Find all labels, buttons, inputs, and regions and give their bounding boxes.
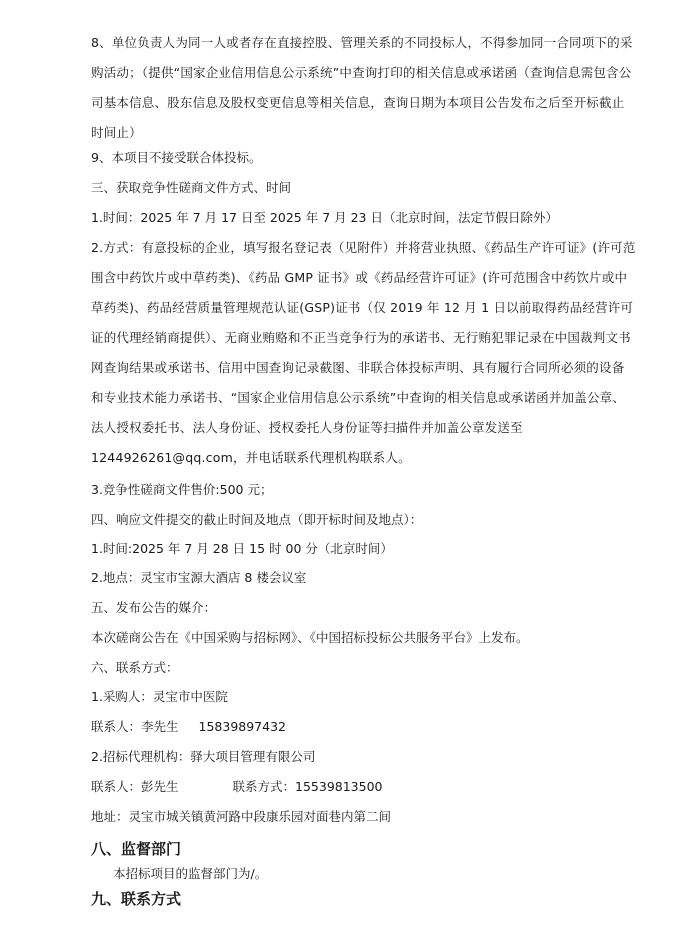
section-3-item-3: 3.竞争性磋商文件售价:500 元；	[91, 482, 273, 497]
section-5-item-1: 本次磋商公告在《中国采购与招标网》、《中国招标投标公共服务平台》上发布。	[91, 630, 529, 645]
contact-1-phone: 15839897432	[198, 719, 286, 734]
section-6-purchaser: 1.采购人：灵宝市中医院	[91, 689, 228, 704]
section-5-heading: 五、发布公告的媒介：	[91, 600, 217, 615]
section-6-contact-2	[91, 777, 383, 797]
contact-2-phone: 联系方式：15539813500	[232, 779, 383, 794]
section-4-item-2: 2.地点：灵宝市宝源大酒店 8 楼会议室	[91, 570, 307, 585]
section-9-heading: 九、联系方式	[91, 890, 182, 908]
section-4-item-1: 1.时间:2025 年 7 月 28 日 15 时 00 分（北京时间）	[91, 541, 393, 556]
paragraph-item-9: 9、本项目不接受联合体投标。	[91, 150, 262, 165]
section-8-body: 本招标项目的监督部门为/。	[113, 866, 268, 881]
section-8-heading: 八、监督部门	[91, 840, 182, 858]
section-6-heading: 六、联系方式：	[91, 660, 179, 675]
section-3-item-1: 1.时间：2025 年 7 月 17 日至 2025 年 7 月 23 日（北京时间，法定节假日除外）	[91, 210, 558, 225]
contact-2-label: 联系人：彭先生	[91, 779, 179, 794]
section-4-heading: 四、响应文件提交的截止时间及地点（即开标时间及地点）：	[91, 512, 423, 527]
section-3-item-2: 2.方式：有意投标的企业，填写报名登记表（见附件）并将营业执照、《药品生产许可证》(许可范围含中药饮片或中草药类)、《药品 GMP 证书》或《药品经营许可证》(许可范围含中药饮片或中草药类)、药品经营质量管理规范认证(GSP)证书（仅 2019 年 12 月 1 日以前取得药品经营许可证的代理经销商提供）、无商业贿赂和不正当竞争行为的承诺书、无行贿犯罪记录在中国裁判文书网查询结果或承诺书、信用中国查询记录截图、非联合体投标声明、具有履行合同所必须的设备和专业技术能力承诺书、“国家企业信用信息公示系统”中查询的相关信息或承诺函并加盖公章、法人授权委托书、法人身份证、授权委托人身份证等扫描件并加盖公章发送至 1244926261@qq.com，并电话联系代理机构联系人。	[91, 240, 636, 465]
section-6-address: 地址：灵宝市城关镇黄河路中段康乐园对面巷内第二间	[91, 809, 392, 824]
section-6-contact-1	[91, 717, 286, 737]
section-3-heading: 三、获取竞争性磋商文件方式、时间	[91, 180, 292, 195]
section-6-agency: 2.招标代理机构：驿大项目管理有限公司	[91, 749, 316, 764]
paragraph-item-8: 8、单位负责人为同一人或者存在直接控股、管理关系的不同投标人，不得参加同一合同项下的采购活动；（提供“国家企业信用信息公示系统”中查询打印的相关信息或承诺函（查询信息需包含公司基本信息、股东信息及股权变更信息等相关信息，查询日期为本项目公告发布之后至开标截止时间止）	[91, 35, 633, 140]
contact-1-label: 联系人：李先生	[91, 719, 179, 734]
